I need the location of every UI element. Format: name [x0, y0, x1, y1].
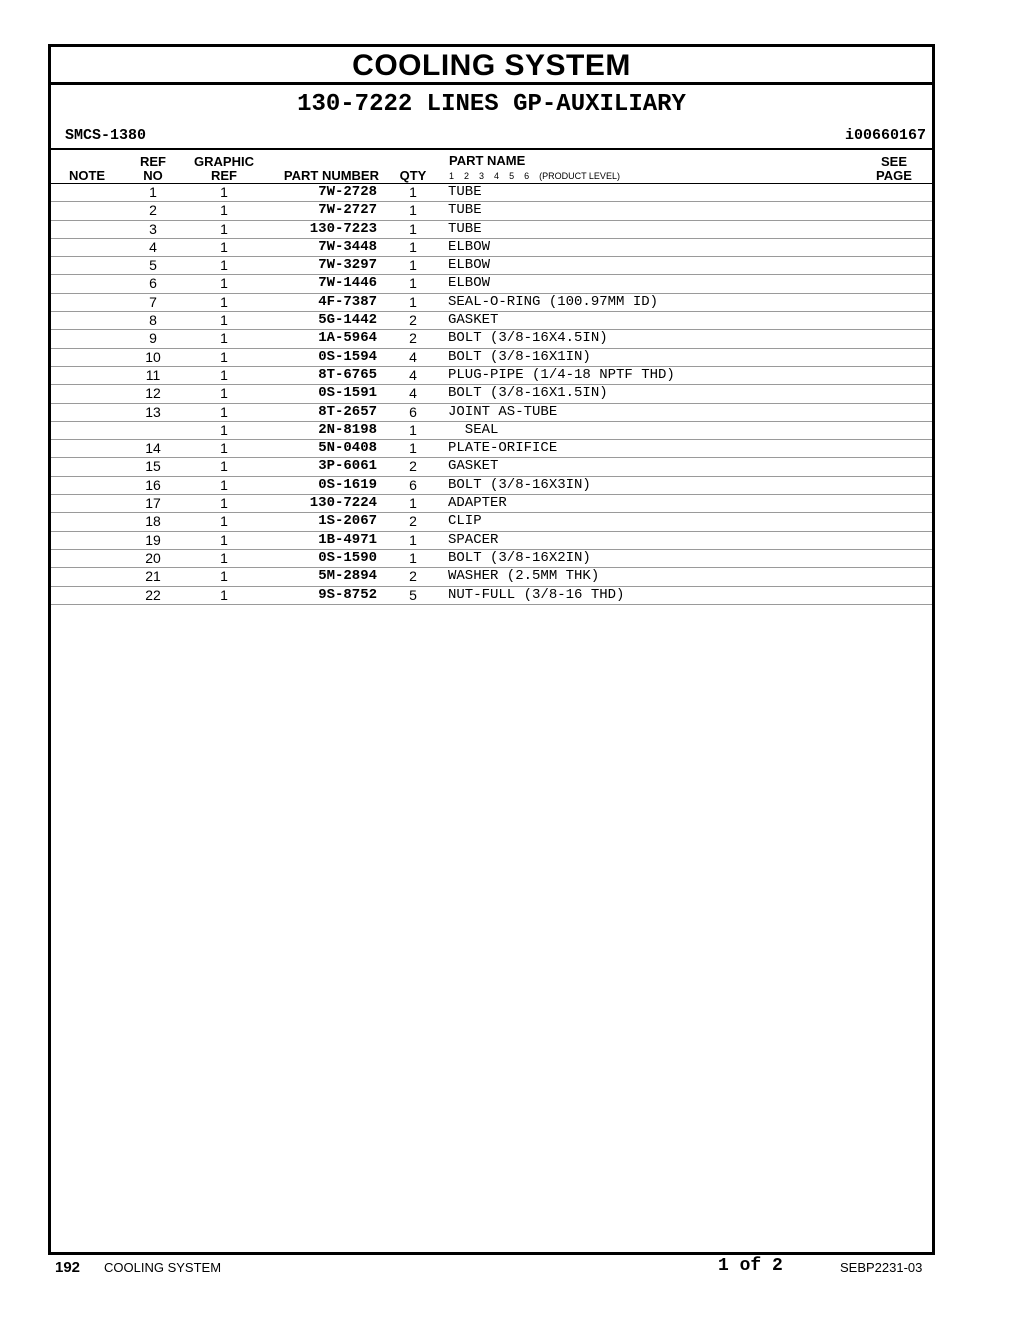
quantity: 4 [409, 348, 417, 365]
ref-no: 9 [149, 330, 157, 347]
quantity: 1 [409, 184, 417, 200]
part-name: PLATE-ORIFICE [448, 440, 558, 457]
part-name: CLIP [448, 513, 482, 530]
table-row [51, 312, 932, 330]
part-number: 130-7223 [309, 220, 377, 237]
quantity: 6 [409, 403, 417, 420]
table-row [51, 385, 932, 403]
col-part-number: PART NUMBER [283, 168, 379, 183]
table-row [51, 221, 932, 239]
part-number: 130-7224 [309, 495, 377, 512]
ref-no: 14 [145, 440, 161, 457]
table-row [51, 587, 932, 605]
quantity: 6 [409, 476, 417, 493]
part-number: 3P-6061 [318, 458, 377, 475]
illustration-id: i00660167 [844, 127, 926, 144]
quantity: 1 [409, 495, 417, 512]
ref-no: 20 [145, 549, 161, 566]
part-number: 5M-2894 [318, 568, 377, 585]
part-number: 7W-3297 [318, 257, 377, 274]
graphic-ref: 1 [220, 568, 228, 585]
table-row [51, 257, 932, 275]
part-name: JOINT AS-TUBE [448, 403, 558, 420]
part-name: GASKET [448, 458, 499, 475]
ref-no: 10 [145, 348, 161, 365]
quantity: 2 [409, 312, 417, 329]
graphic-ref: 1 [220, 184, 228, 200]
table-row [51, 532, 932, 550]
ref-no: 19 [145, 531, 161, 548]
part-name: GASKET [448, 312, 499, 329]
col-see-bottom: PAGE [876, 168, 912, 183]
page-number: 192 [55, 1259, 81, 1276]
table-row [51, 458, 932, 476]
graphic-ref: 1 [220, 257, 228, 274]
quantity: 1 [409, 531, 417, 548]
part-number: 0S-1591 [318, 385, 377, 402]
part-name: ELBOW [448, 275, 491, 292]
graphic-ref: 1 [220, 440, 228, 457]
table-row [51, 568, 932, 586]
page-of: 1 of 2 [718, 1256, 783, 1276]
table-row [51, 239, 932, 257]
ref-no: 8 [149, 312, 157, 329]
graphic-ref: 1 [220, 348, 228, 365]
smcs-code: SMCS-1380 [65, 127, 147, 144]
quantity: 1 [409, 421, 417, 438]
ref-no: 17 [145, 495, 161, 512]
col-ref-bottom: NO [143, 168, 163, 183]
part-name: WASHER (2.5MM THK) [448, 568, 600, 585]
table-row [51, 440, 932, 458]
quantity: 4 [409, 385, 417, 402]
part-number: 8T-6765 [318, 366, 377, 383]
table-row [51, 422, 932, 440]
col-ref-top: REF [140, 154, 166, 169]
part-name: BOLT (3/8-16X3IN) [448, 476, 591, 493]
ref-no: 2 [149, 202, 157, 219]
graphic-ref: 1 [220, 458, 228, 475]
ref-no: 16 [145, 476, 161, 493]
group-title: 130-7222 LINES GP-AUXILIARY [297, 91, 686, 118]
graphic-ref: 1 [220, 220, 228, 237]
part-name: BOLT (3/8-16X4.5IN) [448, 330, 608, 347]
col-see-top: SEE [880, 154, 907, 169]
quantity: 1 [409, 549, 417, 566]
quantity: 2 [409, 330, 417, 347]
col-qty: QTY [399, 168, 427, 183]
graphic-ref: 1 [220, 476, 228, 493]
ref-no: 15 [145, 458, 161, 475]
header-divider [51, 148, 932, 150]
part-number: 7W-2727 [318, 202, 377, 219]
part-number: 1S-2067 [318, 513, 377, 530]
table-row [51, 275, 932, 293]
table-row [51, 349, 932, 367]
part-number: 9S-8752 [318, 586, 377, 603]
quantity: 4 [409, 366, 417, 383]
part-number: 4F-7387 [318, 293, 377, 310]
part-number: 0S-1619 [318, 476, 377, 493]
ref-no: 21 [145, 568, 161, 585]
col-part-name: PART NAME [449, 153, 526, 168]
ref-no: 4 [149, 238, 157, 255]
quantity: 2 [409, 568, 417, 585]
ref-no: 11 [145, 366, 161, 383]
quantity: 1 [409, 202, 417, 219]
ref-no: 1 [149, 184, 157, 200]
level-3: 3 [479, 171, 485, 181]
part-name: BOLT (3/8-16X2IN) [448, 549, 591, 566]
part-name: BOLT (3/8-16X1IN) [448, 348, 591, 365]
graphic-ref: 1 [220, 366, 228, 383]
quantity: 1 [409, 293, 417, 310]
product-level-label: (PRODUCT LEVEL) [539, 171, 620, 181]
quantity: 1 [409, 440, 417, 457]
table-row [51, 184, 932, 202]
quantity: 1 [409, 257, 417, 274]
ref-no: 7 [149, 293, 157, 310]
graphic-ref: 1 [220, 202, 228, 219]
part-name: ADAPTER [448, 495, 507, 512]
level-4: 4 [494, 171, 500, 181]
table-row [51, 513, 932, 531]
part-number: 5G-1442 [318, 312, 377, 329]
quantity: 2 [409, 458, 417, 475]
graphic-ref: 1 [220, 238, 228, 255]
graphic-ref: 1 [220, 330, 228, 347]
quantity: 5 [409, 586, 417, 603]
part-name: TUBE [448, 220, 482, 237]
part-name: SEAL [448, 421, 499, 438]
table-row [51, 367, 932, 385]
graphic-ref: 1 [220, 586, 228, 603]
graphic-ref: 1 [220, 495, 228, 512]
ref-no: 22 [145, 586, 161, 603]
part-number: 0S-1594 [318, 348, 377, 365]
quantity: 1 [409, 275, 417, 292]
footer-section: COOLING SYSTEM [104, 1260, 222, 1275]
parts-list-frame [48, 44, 935, 1255]
parts-table [51, 184, 932, 605]
graphic-ref: 1 [220, 293, 228, 310]
part-number: 1A-5964 [318, 330, 377, 347]
graphic-ref: 1 [220, 275, 228, 292]
graphic-ref: 1 [220, 531, 228, 548]
quantity: 1 [409, 220, 417, 237]
level-6: 6 [524, 171, 530, 181]
graphic-ref: 1 [220, 513, 228, 530]
part-number: 8T-2657 [318, 403, 377, 420]
part-name: PLUG-PIPE (1/4-18 NPTF THD) [448, 366, 675, 383]
table-row [51, 477, 932, 495]
part-name: TUBE [448, 202, 482, 219]
ref-no: 6 [149, 275, 157, 292]
table-row [51, 404, 932, 422]
part-name: BOLT (3/8-16X1.5IN) [448, 385, 608, 402]
part-name: ELBOW [448, 257, 491, 274]
ref-no: 5 [149, 257, 157, 274]
table-row [51, 495, 932, 513]
part-name: TUBE [448, 184, 482, 200]
part-name: SEAL-O-RING (100.97MM ID) [448, 293, 659, 310]
col-graphic-bottom: REF [211, 168, 237, 183]
col-graphic-top: GRAPHIC [194, 154, 254, 169]
part-number: 1B-4971 [318, 531, 377, 548]
level-2: 2 [464, 171, 470, 181]
part-name: SPACER [448, 531, 499, 548]
graphic-ref: 1 [220, 549, 228, 566]
level-1: 1 [449, 171, 455, 181]
ref-no: 18 [145, 513, 161, 530]
page-title: COOLING SYSTEM [51, 47, 932, 85]
table-row [51, 202, 932, 220]
table-row [51, 330, 932, 348]
part-name: NUT-FULL (3/8-16 THD) [448, 586, 625, 603]
ref-no: 12 [145, 385, 161, 402]
part-number: 2N-8198 [318, 421, 377, 438]
part-number: 7W-3448 [318, 238, 377, 255]
graphic-ref: 1 [220, 385, 228, 402]
quantity: 1 [409, 238, 417, 255]
graphic-ref: 1 [220, 312, 228, 329]
table-row [51, 294, 932, 312]
part-name: ELBOW [448, 238, 491, 255]
part-number: 5N-0408 [318, 440, 377, 457]
table-row [51, 550, 932, 568]
ref-no: 13 [145, 403, 161, 420]
product-levels [449, 171, 630, 181]
document-id: SEBP2231-03 [840, 1260, 923, 1275]
part-number: 7W-1446 [318, 275, 377, 292]
quantity: 2 [409, 513, 417, 530]
ref-no: 3 [149, 220, 157, 237]
graphic-ref: 1 [220, 421, 228, 438]
graphic-ref: 1 [220, 403, 228, 420]
part-number: 7W-2728 [318, 184, 377, 200]
col-note: NOTE [68, 168, 106, 183]
part-number: 0S-1590 [318, 549, 377, 566]
level-5: 5 [509, 171, 515, 181]
